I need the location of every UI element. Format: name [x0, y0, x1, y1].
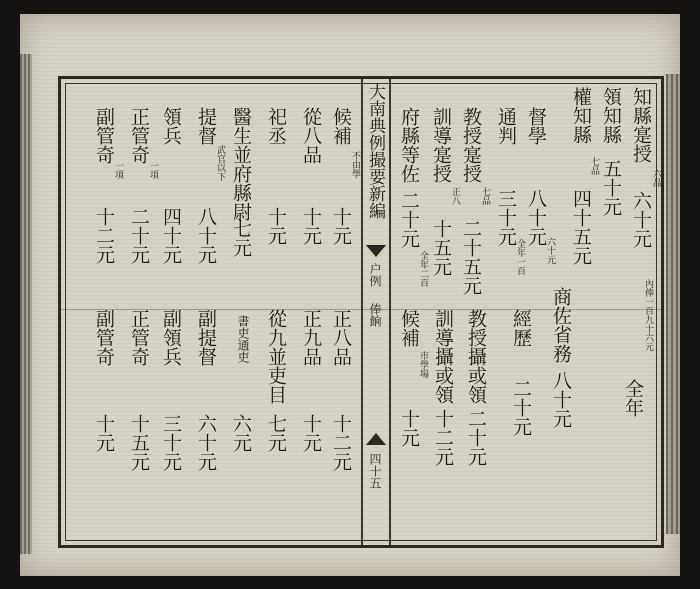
salary-value: 十元 [330, 207, 352, 245]
rank-item: 從九並吏目 [265, 309, 287, 404]
salary-value: 六十元 [630, 191, 652, 248]
rank-note: 七品 [589, 157, 599, 175]
salary-value: 六十元 [195, 414, 217, 471]
rank-item: 祀丞 [265, 107, 287, 145]
salary-value: 十元 [93, 414, 115, 452]
rank-item: 副管奇 [93, 107, 115, 164]
salary-value: 十二元 [432, 409, 454, 466]
rank-item: 從八品 [300, 107, 322, 164]
salary-note: 內俸一百九十六元 [643, 279, 653, 351]
rank-item: 正八品 [330, 309, 352, 366]
salary-value: 二十元 [398, 191, 420, 248]
page-number: 四十五 [368, 453, 382, 489]
salary-value: 八十元 [195, 207, 217, 264]
rank-item: 經歷 [510, 309, 532, 347]
rank-item: 通判 [495, 107, 517, 145]
salary-value: 二十元 [128, 207, 150, 264]
salary-value: 五十元 [600, 159, 622, 216]
salary-note: 六十元 [545, 237, 555, 264]
salary-value: 十元 [398, 409, 420, 447]
rank-item: 教授攝或領 [465, 309, 487, 404]
salary-value: 四十五元 [570, 189, 592, 265]
chapter-label: 户例 [368, 263, 382, 287]
salary-value: 十元 [300, 207, 322, 245]
salary-note: 全年一百 [515, 239, 525, 275]
rank-item: 副提督 [195, 309, 217, 366]
salary-value: 全年 [622, 379, 644, 417]
salary-value: 二十元 [465, 409, 487, 466]
rank-note: 武官以下 [215, 145, 225, 181]
rank-item: 知縣寔授 [630, 87, 652, 163]
rank-note: 六品 [651, 169, 661, 187]
rank-item: 教授寔授 [460, 107, 482, 183]
rank-item: 領知縣 [600, 87, 622, 144]
salary-value: 二十元 [510, 379, 532, 436]
rank-note: 七品 [480, 187, 490, 205]
rank-item: 候補 [398, 309, 420, 347]
page-edge-left [20, 54, 32, 554]
rank-item: 書吏通吏 [236, 315, 250, 363]
salary-note: 全年二百 [418, 251, 428, 287]
salary-value: 十五元 [128, 414, 150, 471]
salary-value: 二十五元 [460, 219, 482, 295]
rank-item: 訓導寔授 [430, 107, 452, 183]
rank-item: 正管奇 [128, 107, 150, 164]
salary-value: 十元 [265, 207, 287, 245]
salary-value: 十二元 [330, 414, 352, 471]
rank-item: 副領兵 [160, 309, 182, 366]
rank-item: 商佐省務 [550, 287, 572, 363]
rank-note: 一項 [148, 161, 158, 179]
rank-note: 市學場 [418, 351, 428, 378]
text-frame [58, 76, 664, 548]
rank-item: 督學 [525, 107, 547, 145]
rank-item: 副管奇 [93, 309, 115, 366]
salary-value: 七元 [265, 414, 287, 452]
center-strip [361, 79, 391, 545]
salary-value: 三十元 [495, 189, 517, 246]
rank-item: 領兵 [160, 107, 182, 145]
rank-item: 權知縣 [570, 87, 592, 144]
salary-value: 六元 [230, 414, 252, 452]
page-edge-right [666, 74, 680, 534]
rank-item: 提督 [195, 107, 217, 145]
rank-item: 府縣等佐 [398, 107, 420, 183]
salary-value: 七元 [230, 219, 252, 257]
rank-item: 候補 [330, 107, 352, 145]
salary-value: 十元 [300, 414, 322, 452]
rank-note: 一項 [113, 161, 123, 179]
rank-item: 醫生並府縣尉 [230, 107, 252, 221]
rank-note: 不由學 [350, 151, 360, 178]
salary-value: 十五元 [430, 219, 452, 276]
book-page [20, 14, 680, 576]
rank-note: 正八 [450, 187, 460, 205]
salary-value: 八十元 [525, 189, 547, 246]
salary-value: 八十元 [550, 371, 572, 428]
salary-value: 十二元 [93, 207, 115, 264]
fishtail-bottom [366, 433, 386, 445]
rank-item: 訓導攝或領 [432, 309, 454, 404]
salary-value: 三十元 [160, 414, 182, 471]
rank-item: 正九品 [300, 309, 322, 366]
rank-item: 正管奇 [128, 309, 150, 366]
section-label: 俸餉 [368, 303, 382, 327]
book-title: 大南典例撮要新編 [365, 83, 385, 219]
fishtail-top [366, 245, 386, 257]
salary-value: 四十元 [160, 207, 182, 264]
